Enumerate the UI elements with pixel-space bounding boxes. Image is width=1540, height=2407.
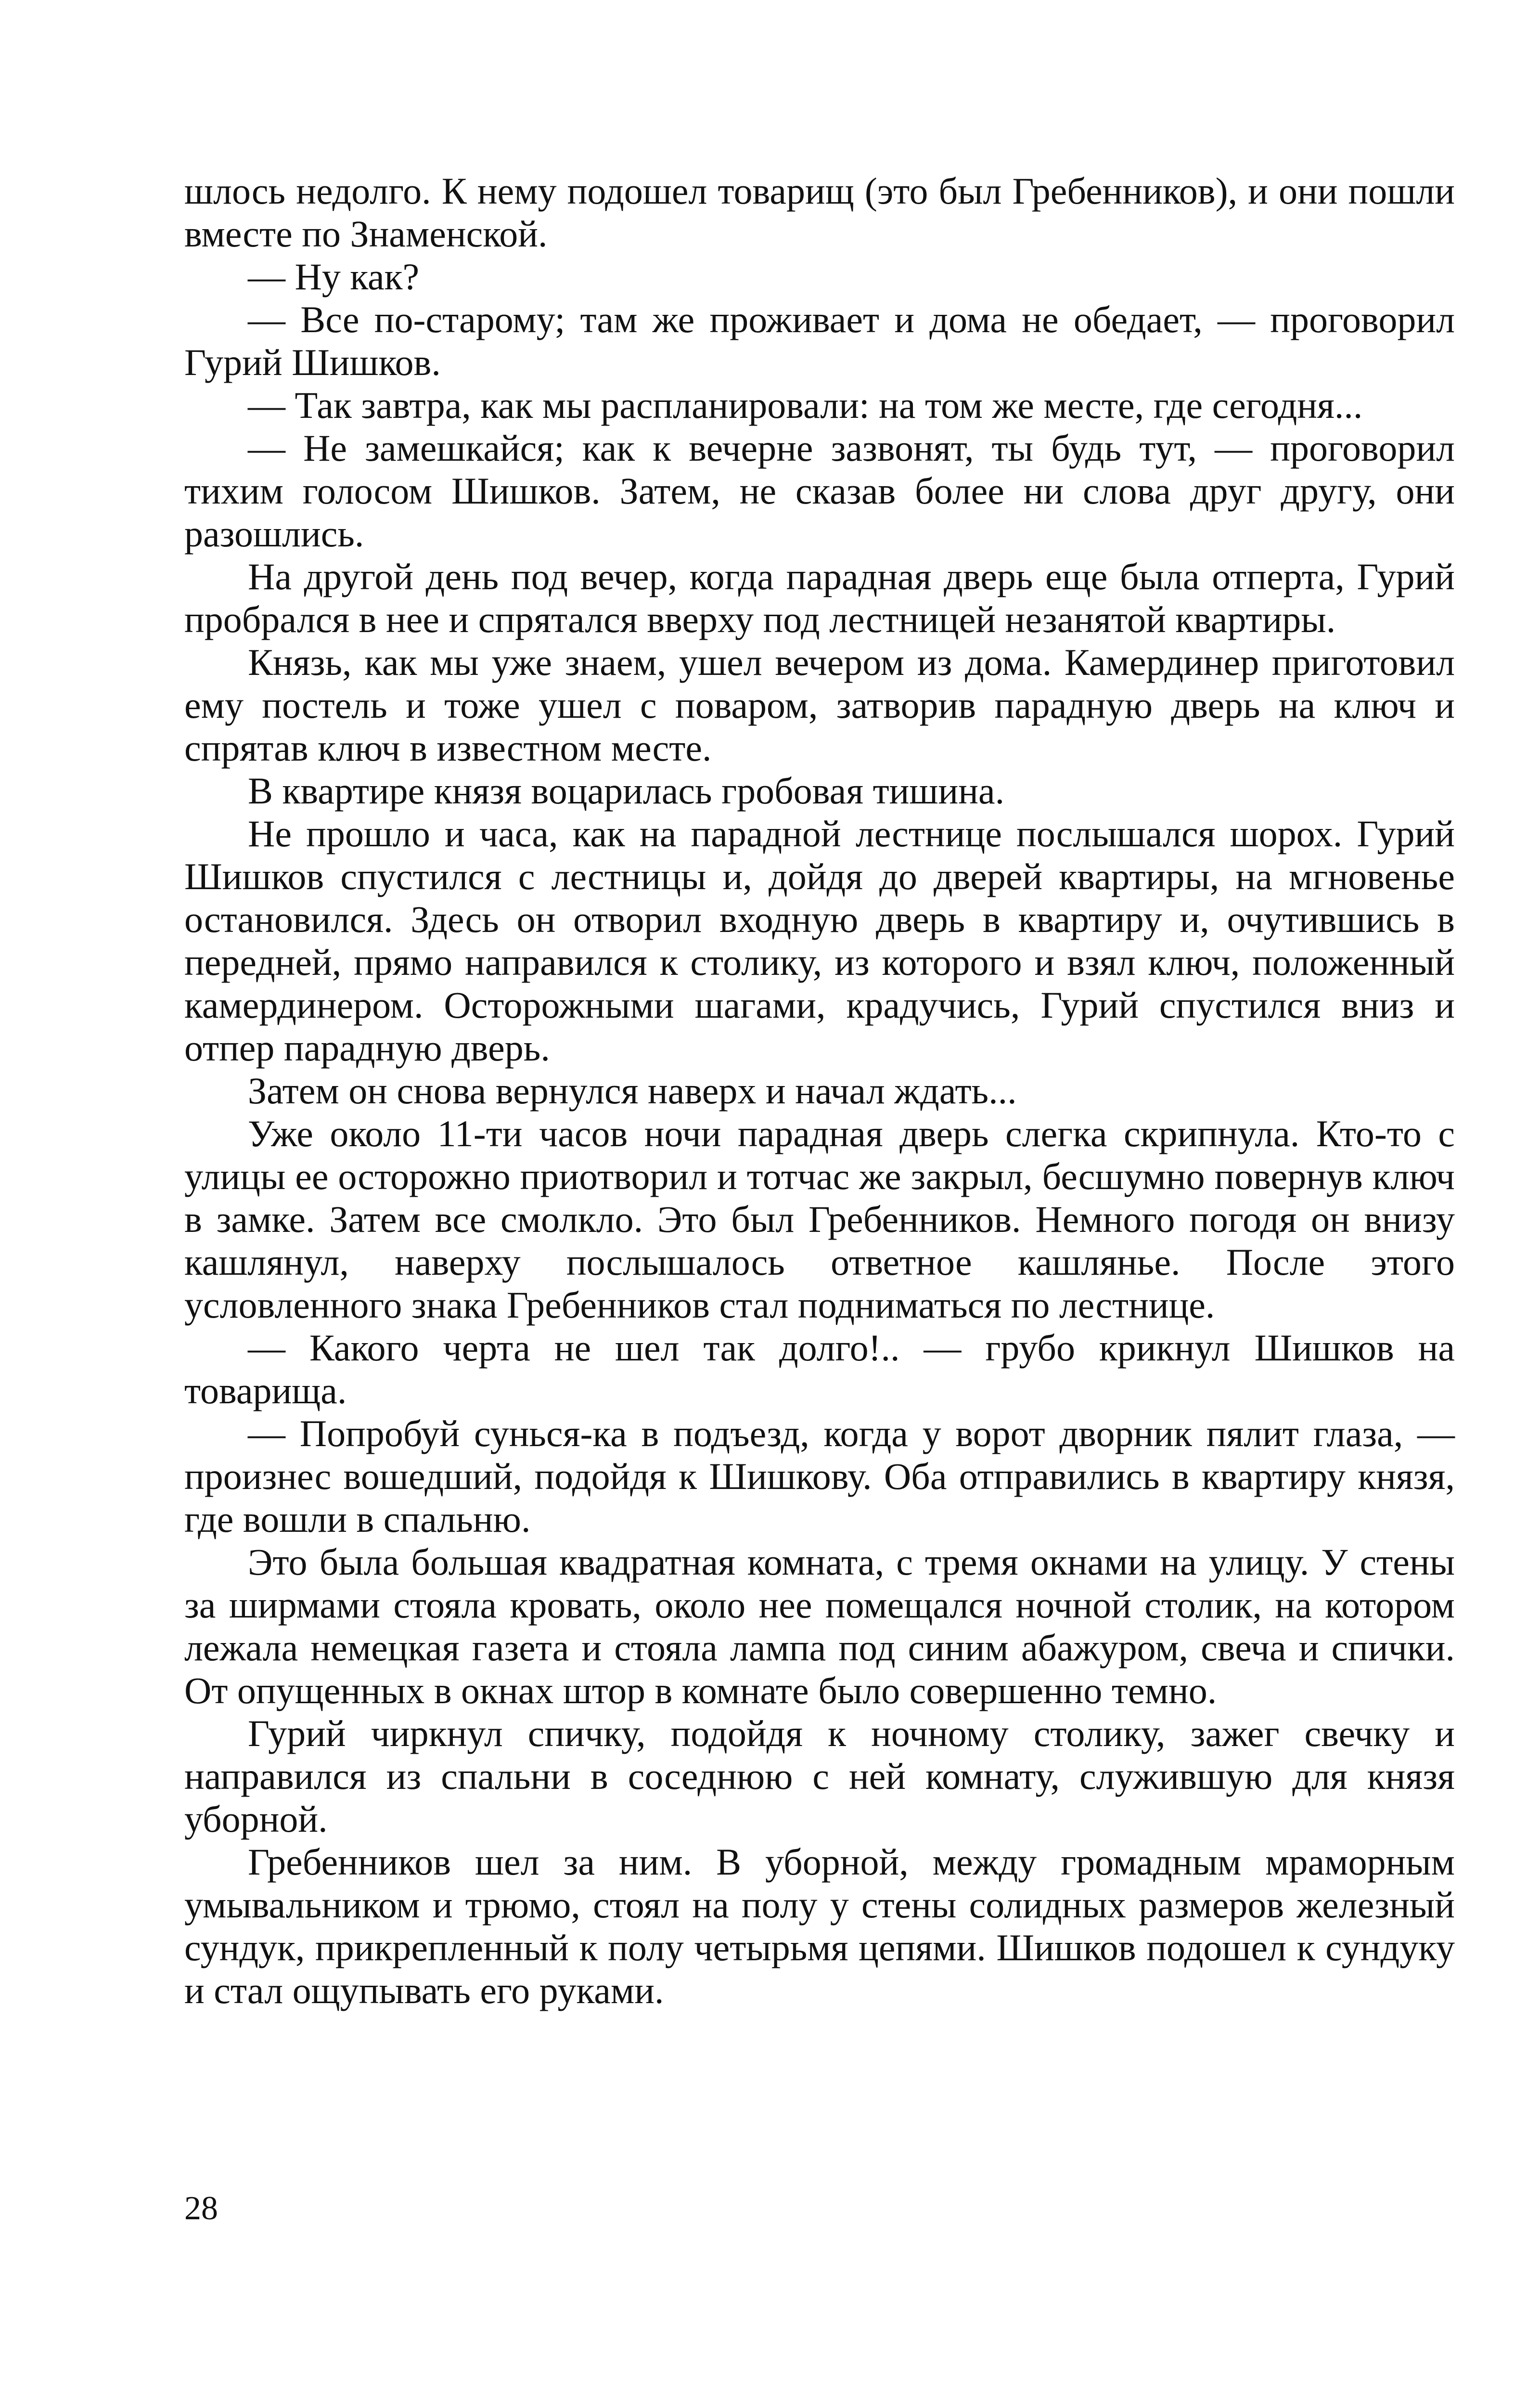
- paragraph: Это была большая квадратная комната, с тремя окнами на улицу. У стены за ширмами стояла кровать, около нее помещался ночной столик, на котором лежала немецкая газета и стояла лампа под синим абажуром, свеча и спички. От опущенных в окнах штор в комнате было совершенно темно.: [184, 1541, 1455, 1711]
- paragraph: Гребенников шел за ним. В уборной, между громадным мраморным умывальником и трюмо, стоял на полу у стены солидных размеров железный сундук, прикрепленный к полу четырьмя цепями. Шишков подошел к сундуку и стал ощупывать его руками.: [184, 1841, 1455, 2011]
- page-number: 28: [184, 2190, 218, 2227]
- paragraph: шлось недолго. К нему подошел товарищ (это был Гребенников), и они пошли вместе по Знаменской.: [184, 170, 1455, 255]
- paragraph: Уже около 11-ти часов ночи парадная дверь слегка скрипнула. Кто-то с улицы ее осторожно приотворил и тотчас же закрыл, бесшумно повернув ключ в замке. Затем все смолкло. Это был Гребенников. Немного погодя он внизу кашлянул, наверху послышалось ответное кашлянье. После этого условленного знака Гребенников стал подниматься по лестнице.: [184, 1113, 1455, 1326]
- paragraph: — Ну как?: [248, 256, 420, 298]
- paragraph: — Так завтра, как мы распланировали: на том же месте, где сегодня...: [248, 384, 1363, 426]
- paragraph: Затем он снова вернулся наверх и начал ждать...: [248, 1070, 1017, 1112]
- page-body: [184, 169, 1455, 2012]
- paragraph: — Не замешкайся; как к вечерне зазвонят, ты будь тут, — проговорил тихим голосом Шишков. Затем, не сказав более ни слова друг другу, они разошлись.: [184, 427, 1455, 555]
- paragraph: На другой день под вечер, когда парадная дверь еще была отперта, Гурий пробрался в нее и спрятался вверху под лестницей незанятой квартиры.: [184, 556, 1455, 640]
- paragraph: — Какого черта не шел так долго!.. — грубо крикнул Шишков на товарища.: [184, 1327, 1455, 1411]
- paragraph: Не прошло и часа, как на парадной лестнице послышался шорох. Гурий Шишков спустился с лестницы и, дойдя до дверей квартиры, на мгновенье остановился. Здесь он отворил входную дверь в квартиру и, очутившись в передней, прямо направился к столику, из которого и взял ключ, положенный камердинером. Осторожными шагами, крадучись, Гурий спустился вниз и отпер парадную дверь.: [184, 813, 1455, 1069]
- paragraph: Гурий чиркнул спичку, подойдя к ночному столику, зажег свечку и направился из спальни в соседнюю с ней комнату, служившую для князя уборной.: [184, 1712, 1455, 1840]
- paragraph: — Попробуй сунься-ка в подъезд, когда у ворот дворник пялит глаза, — произнес вошедший, подойдя к Шишкову. Оба отправились в квартиру князя, где вошли в спальню.: [184, 1412, 1455, 1540]
- paragraph: — Все по-старому; там же проживает и дома не обедает, — проговорил Гурий Шишков.: [184, 298, 1455, 383]
- paragraph: В квартире князя воцарилась гробовая тишина.: [248, 770, 1005, 812]
- paragraph: Князь, как мы уже знаем, ушел вечером из дома. Камердинер приготовил ему постель и тоже ушел с поваром, затворив парадную дверь на ключ и спрятав ключ в известном месте.: [184, 641, 1455, 769]
